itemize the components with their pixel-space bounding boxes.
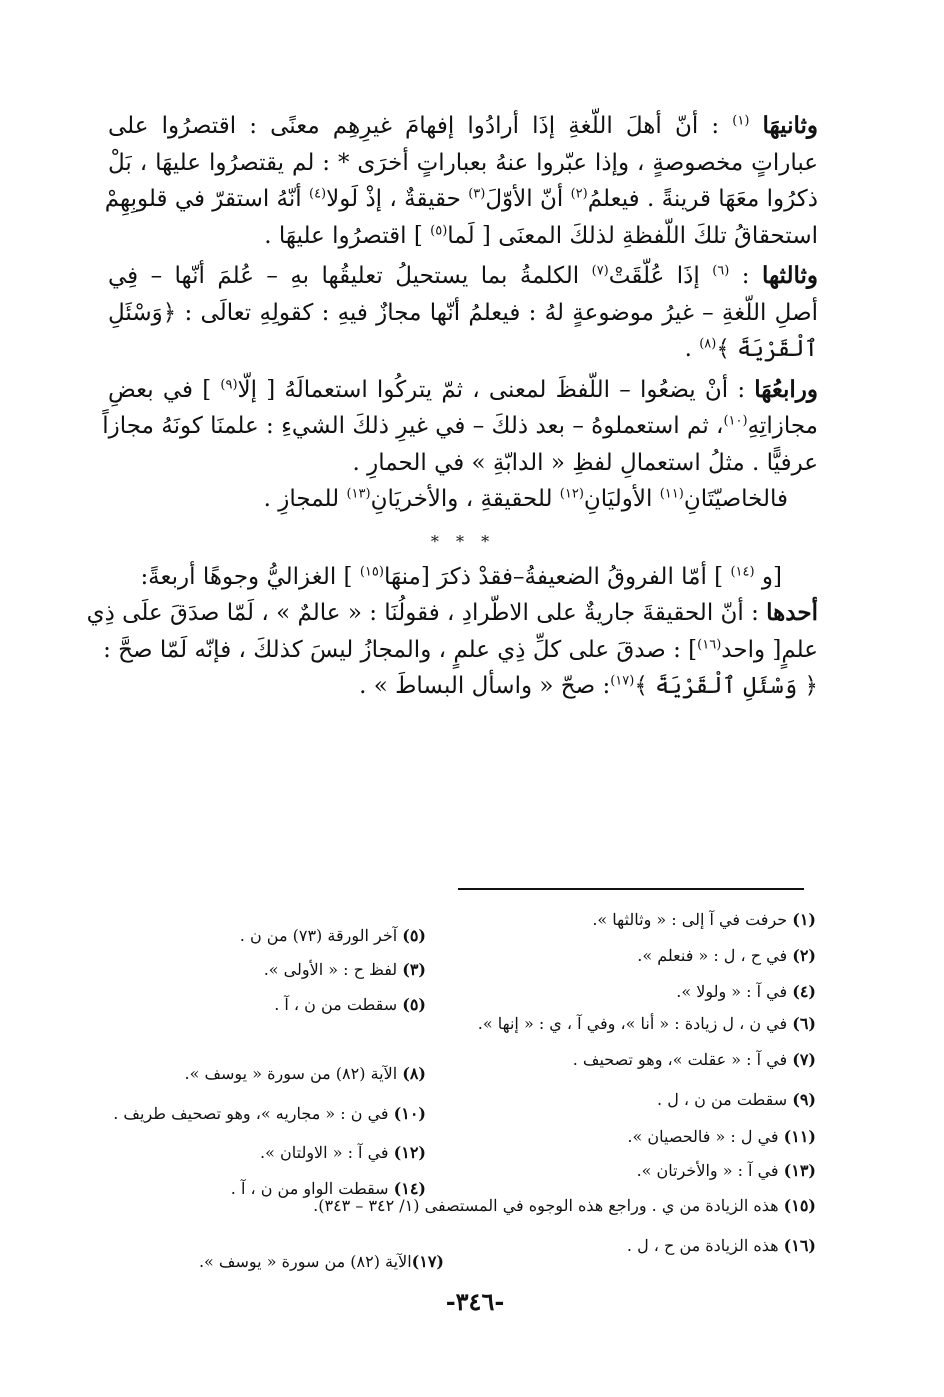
text-span: ] اقتصرُوا عليهَا . (264, 222, 431, 249)
section-heading: أحدها (766, 599, 818, 626)
footnote-number: (١٠) (393, 1104, 426, 1123)
footnote-text: هذه الزيادة من ح ، ل . (626, 1236, 784, 1255)
footnote-number: (٥) (402, 995, 426, 1014)
footnote-text: في آ : « الاولتان ». (260, 1143, 394, 1162)
footnote-number: (٤) (792, 982, 816, 1001)
footnote-text: الآية (٨٢) من سورة « يوسف ». (198, 1252, 412, 1271)
footnote (592, 910, 816, 930)
footnote-ref[interactable]: (١١) (659, 486, 684, 502)
text-span: فالخاصيّتَانِ (683, 486, 788, 512)
text-line: عباراتٍ مخصوصةٍ ، وإذا عبّروا عنهُ بعباراتٍ أخرَى * : لم يقتصرُوا عليهَا ، بَلْ (108, 149, 818, 176)
text-line: أصلِ اللّغةِ – غيرُ موضوعةٍ لهُ : فيعلمُ أنّها مجازٌ فيهِ : كقولِهِ تعالَى : ﴿وَسْئَلِ (108, 299, 818, 326)
footnote-text: في ح ، ل : « فنعلم ». (637, 946, 793, 965)
text-span: للحقيقةِ ، والأخريَانِ (370, 486, 560, 512)
text-line (86, 595, 818, 632)
text-line (103, 632, 818, 669)
footnote-number: (٧) (792, 1050, 816, 1069)
text-span: : أنْ يضعُوا – اللّفظَ لمعنى ، ثمّ يتركُوا استعمالَهُ [ إلّا (237, 376, 755, 403)
footnote (627, 1127, 816, 1147)
footnote-ref[interactable]: (١٧) (610, 673, 635, 689)
footnote-text: في ن : « مجاريه »، وهو تصحيف طريف . (113, 1104, 394, 1123)
footnote (657, 1090, 816, 1110)
footnote-number: (٥) (402, 926, 426, 945)
footnote-ref[interactable]: (٦) (712, 263, 730, 279)
text-line: عرفيًّا . مثلُ استعمالِ لفظِ « الدابّةِ » في الحمارِ . (352, 449, 818, 476)
footnote (274, 995, 426, 1015)
footnote-text: آخر الورقة (٧٣) من ن . (239, 926, 403, 945)
text-span: للمجازِ . (263, 486, 347, 512)
footnote (637, 1161, 816, 1181)
text-line (108, 372, 818, 409)
text-line (102, 408, 818, 445)
text-span: ] أمّا الفروقُ الضعيفةُ–فقدْ ذكرَ [منهَا (383, 563, 731, 590)
text-line (108, 331, 818, 368)
footnote-text: الآية (٨٢) من سورة « يوسف ». (184, 1064, 403, 1083)
section-heading: وثانيهَا (762, 112, 819, 139)
text-span: [و (754, 563, 782, 590)
text-line (104, 181, 818, 218)
footnote-number: (١٢) (393, 1143, 426, 1162)
footnote-ref[interactable]: (٢) (570, 186, 588, 202)
text-line (108, 559, 818, 596)
footnote-ref[interactable]: (١٢) (559, 486, 584, 502)
footnote (573, 1050, 816, 1070)
footnote (637, 946, 816, 966)
text-span: أنّهُ استقرّ في قلوبِهِمْ (104, 186, 309, 212)
footnote-text: حرفت في آ إلى : « وثالثها ». (592, 910, 793, 929)
footnote-ref[interactable]: (٧) (591, 263, 609, 279)
text-span: استحقاقُ تلكَ اللّفظةِ لذلكَ المعنَى [ لَما (447, 222, 818, 249)
footnote-ref[interactable]: (٤) (308, 186, 327, 202)
footnote-number: (١) (792, 910, 816, 929)
footnote (264, 960, 426, 980)
text-span: ٱلْقَرْيَةَ ﴾ (716, 336, 818, 362)
text-span: : أنّ الحقيقةَ جاريةٌ على الاطّرادِ ، فقولُنَا : « عالمٌ » ، لَمّا صدَقَ علَى ذِي (86, 600, 767, 626)
footnote-text: هذه الزيادة من ي . وراجع هذه الوجوه في المستصفى (١/ ٣٤٢ – ٣٤٣). (313, 1196, 784, 1215)
text-span: أنّ الأوّلَ (485, 186, 571, 212)
text-span: ، ثم استعملوهُ – بعد ذلكَ – في غيرِ ذلكَ الشيءِ : علمنَا كونَهُ مجازاً (102, 413, 724, 439)
text-span: ذكرُوا معَهَا قرينةً . فيعلمُ (587, 186, 818, 212)
footnote-ref[interactable]: (٥) (430, 222, 448, 238)
text-span: ] في بعضِ (108, 376, 221, 403)
footnote-number: (٩) (792, 1090, 816, 1109)
footnote-number: (١٤) (393, 1179, 426, 1198)
main-text (86, 108, 819, 705)
footnote (240, 926, 426, 946)
footnote-number: (٢) (792, 946, 816, 965)
footnote-text: سقطت من ن ، ل . (657, 1090, 793, 1109)
footnote-text: في ل : « فالحصيان ». (627, 1127, 784, 1146)
text-span: ] الغزاليُّ وجوهًا أربعةً: (140, 563, 360, 590)
footnote (199, 1252, 444, 1272)
text-span: مجازاتِهِ (747, 413, 818, 439)
footnote-ref[interactable]: (١٦) (697, 636, 722, 652)
footnote-number: (٣) (402, 960, 426, 979)
footnote-ref[interactable]: (١٣) (346, 486, 371, 502)
text-span: . (684, 336, 700, 362)
footnote-ref[interactable]: (٣) (468, 186, 486, 202)
footnote (313, 1196, 816, 1216)
footnote-number: (١٣) (783, 1161, 816, 1180)
footnote-ref[interactable]: (١٠) (723, 413, 748, 429)
footnote-text: لفظ ح : « الأولى ». (263, 960, 403, 979)
footnote-ref[interactable]: (٩) (220, 376, 238, 392)
text-line (108, 218, 818, 255)
text-span: ﴿ وَسْئَلِ ٱلْقَرْيَةَ ﴾ (634, 673, 818, 699)
text-line (108, 481, 818, 518)
footnote-text: سقطت من ن ، آ . (274, 995, 403, 1014)
footnote-number: (٨) (402, 1064, 426, 1083)
text-line (108, 108, 818, 145)
footnote-number: (١٦) (783, 1236, 816, 1255)
page-number: -٣٤٦- (445, 1287, 505, 1316)
footnote (231, 1179, 426, 1199)
footnote (627, 1236, 816, 1256)
section-separator: * * * (430, 531, 496, 551)
text-span: ] : صدقَ على كلِّ ذِي علمٍ ، والمجازُ ليسَ كذلكَ ، فإنّه لَمّا صحَّ : (103, 636, 698, 663)
text-span: : أنّ أهلَ اللّغةِ إذَا أرادُوا إفهامَ غيرِهِم معنًى : اقتصرُوا على (108, 113, 733, 139)
footnote-text: في آ : « عقلت »، وهو تصحيف . (572, 1050, 793, 1069)
footnote (184, 1064, 426, 1084)
footnote (676, 982, 816, 1002)
section-heading: ورابعُهَا (754, 375, 818, 403)
footnote-text: في ن ، ل زيادة : « أنا »، وفي آ ، ي : « إنها ». (477, 1014, 793, 1033)
text-line (108, 258, 818, 295)
text-span: الأوليَانِ (583, 486, 660, 512)
text-span: حقيقةٌ ، إذْ لَولا (326, 186, 469, 212)
footnote-ref[interactable]: (١٤) (730, 563, 755, 579)
footnote-ref[interactable]: (١٥) (359, 563, 384, 579)
text-span: علمٍ[ واحد (721, 636, 818, 663)
footnote-text: في آ : « ولولا ». (676, 982, 793, 1001)
footnote-text: في آ : « والأخرتان ». (636, 1161, 784, 1180)
footnote-ref[interactable]: (٨) (699, 336, 717, 352)
footnote-divider (458, 888, 804, 890)
footnote-number: (١١) (783, 1127, 816, 1146)
text-span: : (729, 263, 762, 289)
footnote (260, 1143, 426, 1163)
text-line (108, 668, 818, 705)
footnote-ref[interactable]: (١) (732, 113, 750, 129)
footnote-text: سقطت الواو من ن ، آ . (230, 1179, 394, 1198)
text-span: إذَا عُلّقَتْ (608, 263, 713, 289)
footnote-number: (١٥) (783, 1196, 816, 1215)
footnote-number: (١٧) (411, 1252, 444, 1271)
text-span: الكلمةُ بما يستحيلُ تعليقُها بهِ – عُلمَ أنّها – فِي (108, 263, 592, 289)
text-span: : صحّ « واسأل البساطَ » . (359, 673, 611, 699)
footnote-number: (٦) (792, 1014, 816, 1033)
footnote (113, 1104, 426, 1124)
footnote (478, 1014, 816, 1034)
section-heading: وثالثها (761, 262, 819, 289)
